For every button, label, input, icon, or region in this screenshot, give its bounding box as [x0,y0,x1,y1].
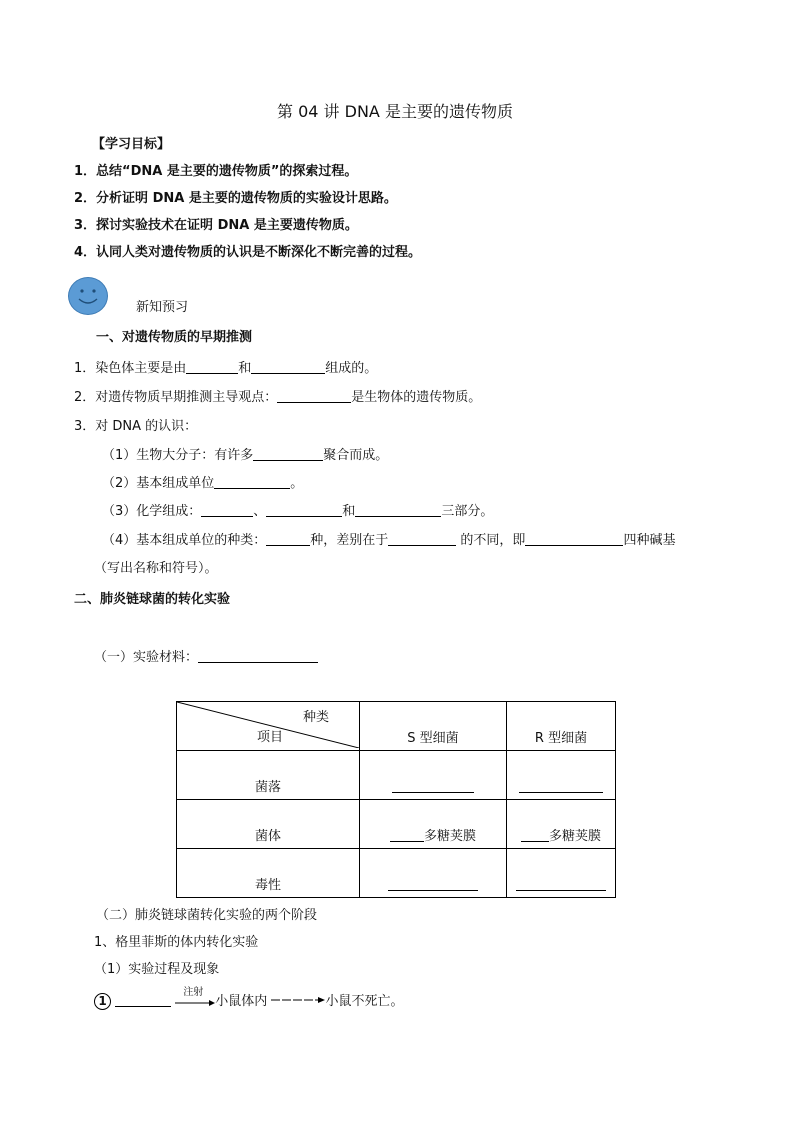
cell-s [360,751,507,800]
cell-r [507,751,616,800]
objective-item: 3．探讨实验技术在证明 DNA 是主要遗传物质。 [74,218,358,233]
section2-heading: 二、肺炎链球菌的转化实验 [74,592,231,607]
question-3-3: （3）化学组成： 、 和 三部分。 [102,504,494,519]
answer-blank[interactable] [266,531,310,546]
objective-item: 2．分析证明 DNA 是主要的遗传物质的实验设计思路。 [74,191,397,206]
answer-blank[interactable] [198,648,318,663]
answer-blank[interactable] [521,827,549,842]
objective-item: 1．总结“DNA 是主要的遗传物质”的探索过程。 [74,164,358,179]
answer-blank[interactable] [115,992,171,1007]
answer-blank[interactable] [253,446,323,461]
question-2: 2．对遗传物质早期推测主导观点： 是生物体的遗传物质。 [74,390,482,405]
process-heading: （1）实验过程及现象 [94,962,220,977]
inject-arrow [175,987,215,1007]
cell-s [360,849,507,898]
dashed-arrow-icon [271,995,325,1005]
question-3-2: （2）基本组成单位 。 [102,476,304,491]
table-row [177,849,616,898]
answer-blank[interactable] [277,388,351,403]
answer-blank[interactable] [186,359,238,374]
arrow-label: 注射 [183,987,204,998]
objectives-heading: 【学习目标】 [92,137,171,152]
stages-heading: （二）肺炎链球菌转化实验的两个阶段 [96,908,318,923]
column-header-r: R 型细菌 [507,702,616,751]
question-3-4-continued: （写出名称和符号）。 [94,561,218,576]
cell-r [507,849,616,898]
row-label: 菌体 [177,800,360,849]
answer-blank[interactable] [516,876,606,891]
table-corner-cell [177,702,360,751]
answer-blank[interactable] [251,359,325,374]
cell-r: 多糖荚膜 [507,800,616,849]
bacteria-comparison-table [176,701,616,898]
answer-blank[interactable] [525,531,623,546]
corner-top-label: 种类 [303,710,330,725]
page-title: 第 04 讲 DNA 是主要的遗传物质 [277,102,513,121]
question-3-4: （4）基本组成单位的种类： 种，差别在于 的不同，即 四种碱基 [102,533,676,548]
row-label: 菌落 [177,751,360,800]
answer-blank[interactable] [266,502,342,517]
cell-s: 多糖荚膜 [360,800,507,849]
question-3-1: （1）生物大分子：有许多 聚合而成。 [102,448,389,463]
table-row [177,751,616,800]
objective-item: 4．认同人类对遗传物质的认识是不断深化不断完善的过程。 [74,245,422,260]
answer-blank[interactable] [388,876,478,891]
section1-heading: 一、对遗传物质的早期推测 [96,330,253,345]
answer-blank[interactable] [214,474,290,489]
answer-blank[interactable] [519,778,603,793]
answer-blank[interactable] [355,502,441,517]
step-number: 1 [94,993,111,1010]
material-question: （一）实验材料： [94,646,318,665]
griffith-heading: 1、格里菲斯的体内转化实验 [94,935,259,950]
smiley-face-icon [68,277,108,315]
answer-blank[interactable] [201,502,253,517]
column-header-s: S 型细菌 [360,702,507,751]
question-1: 1．染色体主要是由 和 组成的。 [74,361,378,376]
step-1: 1 注射 小鼠体内 小鼠不死亡。 [94,990,403,1010]
answer-blank[interactable] [392,778,474,793]
answer-blank[interactable] [388,531,456,546]
corner-bottom-label: 项目 [257,730,284,745]
row-label: 毒性 [177,849,360,898]
arrow-right-icon [175,999,215,1007]
preview-label: 新知预习 [136,300,189,315]
answer-blank[interactable] [390,827,424,842]
question-3: 3．对 DNA 的认识： [74,419,198,434]
table-row [177,800,616,849]
